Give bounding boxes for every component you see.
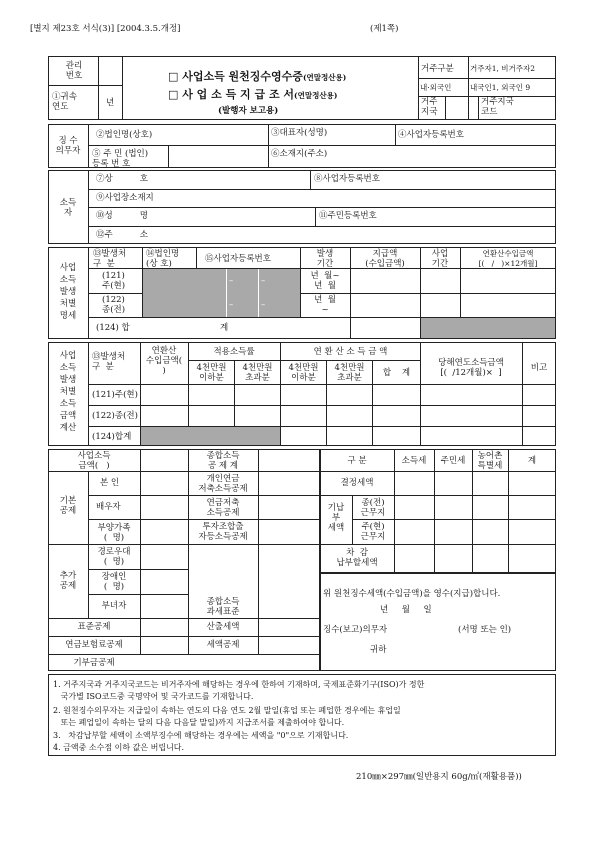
deduct-tax-base-label: 종합소득 과세표준 — [206, 597, 240, 617]
form-number: [별지 제23호 서식(3)] [2004.3.5.개정] — [30, 24, 181, 34]
tax-sum-label: 계 — [527, 456, 537, 466]
payer-biz-no-label: ④사업자등록번호 — [398, 130, 464, 140]
deduct-biz-income-label: 사업소득 금액( ) — [77, 451, 111, 471]
details-period-1[interactable]: 년 월~ 년 월 — [310, 271, 340, 291]
details-total-shaded — [421, 318, 555, 338]
footer-paper-size: 210㎜×297㎜(일반용지 60g/㎡(재활용품)) — [356, 772, 522, 782]
details-row-total: (124) 합 — [96, 323, 130, 333]
details-col-source: ⑬발생처 구 분 — [93, 249, 127, 269]
tax-paid-prev: 종(전) 근무지 — [360, 498, 386, 518]
deduct-elderly-label: 경로우대 ( 명) — [97, 547, 131, 567]
calc-col-annual: 연환산 수입금액( ) — [145, 346, 183, 376]
year-unit: 년 — [106, 98, 115, 108]
payer-address-label: ⑥소재지(주소) — [271, 149, 328, 159]
note-4: 4. 금액중 소수점 이하 값은 버립니다. — [53, 743, 185, 752]
deduct-calc-tax-label: 산출세액 — [206, 622, 240, 632]
tax-div-label: 구 분 — [347, 456, 367, 466]
details-row-current: (121) 주(현) — [102, 271, 126, 291]
details-shaded-block — [143, 269, 300, 317]
deduct-pension2-label: 연금저축 소득공제 — [206, 498, 240, 518]
foreign-options[interactable]: 내국인1, 외국인 9 — [470, 83, 531, 92]
tax-decided-label: 결정세액 — [340, 478, 374, 488]
calc-row-total: (124)합계 — [92, 432, 132, 442]
details-row-total-suffix: 계 — [220, 323, 229, 333]
receipt-payer-label: 징수(보고)의무자 — [323, 625, 388, 635]
title-receipt: □ 사업소득 원천징수영수증(연말정산용) — [168, 70, 347, 83]
country-label: 거주 지국 — [421, 97, 438, 117]
resident-type-label: 거주구분 — [421, 64, 454, 74]
details-col-period: 발생 기간 — [316, 249, 334, 269]
calc-total-shaded — [141, 427, 280, 445]
deduct-spouse-label: 배우자 — [96, 502, 121, 512]
tax-income-tax-label: 소득세 — [401, 456, 427, 466]
country-code-label: 거주지국 코드 — [481, 97, 514, 117]
receipt-box — [320, 573, 556, 671]
earner-biz-addr-label: ⑨사업장소재지 — [96, 193, 154, 203]
deduct-basic-label: 기본 공제 — [59, 496, 77, 516]
details-period-2[interactable]: 년 월 ~ — [314, 295, 336, 315]
deduct-pension-label: 개인연금 저축소득공제 — [198, 474, 248, 494]
deduct-disabled-label: 장애인 ( 명) — [101, 572, 127, 592]
payer-rep-label: ③대표자(성명) — [271, 128, 328, 138]
details-col-annual: 연환산수입금액 [( / )×12개월] — [478, 249, 538, 268]
deduct-tax-credit-label: 세액공제 — [206, 640, 240, 650]
tax-resident-tax-label: 주민세 — [440, 456, 466, 466]
deduct-self-label: 본 인 — [100, 478, 120, 488]
calc-col-rate: 적용소득률 — [213, 347, 255, 357]
note-1: 1. 거주지국과 거주지국코드는 비거주자에 해당하는 경우에 한하여 기재하며, 국제표준화기구(ISO)가 정한 — [53, 680, 425, 689]
receipt-to: 귀하 — [370, 645, 387, 655]
earner-address-label: ⑫주 소 — [96, 230, 148, 240]
note-1b: 국가별 ISO코드중 국명약어 및 국가코드를 기재합니다. — [53, 692, 254, 701]
tax-diff-label: 차 감 납부할세액 — [336, 548, 378, 568]
deduct-woman-label: 부녀자 — [101, 601, 127, 611]
details-col-biz-no: ⑮사업자등록번호 — [205, 254, 271, 264]
payer-corp-name-label: ②법인명(상호) — [96, 130, 153, 140]
note-2b: 또는 폐업일이 속하는 달의 다음 다음달 말일)까지 지급조서를 제출하여야 합니다. — [53, 718, 345, 727]
calc-row-current: (121)주(현) — [92, 390, 138, 400]
year-field[interactable] — [100, 87, 120, 119]
receipt-sign[interactable]: (서명 또는 인) — [458, 625, 512, 635]
calc-col-income-sum: 합 계 — [382, 368, 411, 378]
tax-paid-current: 주(현) 근무지 — [360, 522, 386, 542]
earner-biz-no-label: ⑧사업자등록번호 — [314, 174, 380, 184]
calc-col-source: ⑬발생처 구 분 — [92, 352, 126, 372]
deduct-total-label: 종합소득 공 제 계 — [206, 451, 240, 471]
mgmt-no-label: 관리 번호 — [65, 61, 83, 81]
deduct-other-label: 기부금공제 — [73, 658, 115, 668]
payer-label: 징 수 의무자 — [55, 136, 81, 156]
details-col-corp: ⑭법인명 (상 호) — [146, 249, 180, 269]
deduct-extra-label: 추가 공제 — [59, 571, 77, 591]
calc-col-income: 연 환 산 소 득 금 액 — [313, 347, 388, 357]
resident-type-options[interactable]: 거주자1, 비거주자2 — [470, 64, 536, 73]
calc-col-income-under: 4천만원 이하분 — [288, 363, 319, 383]
calc-col-remark: 비고 — [530, 363, 548, 373]
foreign-label: 내·외국인 — [420, 83, 452, 92]
calc-col-income-over: 4천만원 초과분 — [334, 363, 365, 383]
earner-trade-name-label: ⑦상 호 — [96, 174, 148, 184]
receipt-text: 위 원천징수세액(수입금액)을 영수(지급)합니다. — [323, 589, 501, 599]
calc-row-previous: (122)종(전) — [92, 411, 138, 421]
earner-name-label: ⑩성 명 — [96, 211, 148, 221]
payer-res-no-label: ⑤ 주 민 (법인) 등록 번 호 — [92, 149, 149, 169]
note-3: 3. 차감납부할 세액이 소액부징수에 해당하는 경우에는 세액을 "0"으로 기재합니다. — [53, 731, 349, 740]
calc-col-rate-over: 4천만원 초과분 — [242, 363, 273, 383]
deduct-dependents-label: 부양가족 ( 명) — [97, 523, 131, 543]
deduct-insurance-label: 연금보험료공제 — [65, 640, 123, 650]
deduct-standard-label: 표준공제 — [77, 622, 111, 632]
notes-section — [48, 674, 556, 756]
calc-label: 사업 소득 발생 처별 소득 금액 계산 — [59, 351, 77, 433]
page-number: (제1쪽) — [370, 24, 399, 34]
tax-paid-label: 기납 부 세액 — [327, 503, 345, 533]
title-note: (발행자 보고용) — [218, 106, 279, 116]
earner-label: 소득 자 — [59, 198, 77, 218]
year-label: ①귀속 연도 — [52, 92, 77, 112]
title-report: □ 사 업 소 득 지 급 조 서(연말정산용) — [168, 88, 338, 101]
tax-farm-tax-label: 농어촌 특별세 — [477, 451, 503, 471]
receipt-date[interactable]: 년 월 일 — [380, 605, 432, 615]
details-col-amount: 지급액 (수입금액) — [365, 249, 405, 269]
calc-col-current-year: 당해연도소득금액 [( /12개월)× ] — [438, 358, 504, 378]
details-col-biz-period: 사업 기간 — [431, 249, 449, 269]
calc-col-rate-under: 4천만원 이하분 — [196, 363, 227, 383]
earner-res-no-label: ⑪주민등록번호 — [319, 211, 377, 221]
deduct-invest-label: 투자조합출 자등소득공제 — [198, 522, 248, 542]
mgmt-no-field[interactable] — [100, 58, 120, 84]
note-2: 2. 원천징수의무자는 지급일이 속하는 연도의 다음 연도 2월 말일(휴업 또는 폐업한 경우에는 휴업일 — [53, 706, 401, 715]
details-row-previous: (122) 종(전) — [102, 295, 126, 315]
details-label: 사업 소득 발생 처별 명세 — [59, 263, 77, 321]
